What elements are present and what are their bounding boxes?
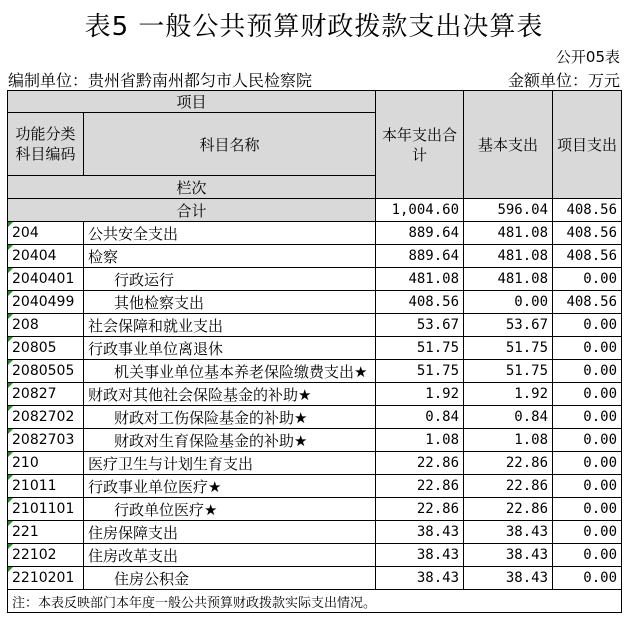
row-total: 0.84	[376, 406, 464, 429]
row-name: 住房公积金	[84, 567, 376, 590]
row-project: 0.00	[553, 429, 622, 452]
table-row	[8, 498, 622, 521]
row-code: 22102	[8, 544, 84, 567]
row-project: 0.00	[553, 521, 622, 544]
header-basic-col: 基本支出	[464, 91, 553, 199]
row-name: 医疗卫生与计划生育支出	[84, 452, 376, 475]
table-row	[8, 222, 622, 245]
row-project: 0.00	[553, 268, 622, 291]
row-basic: 1.92	[464, 383, 553, 406]
table-row	[8, 521, 622, 544]
row-code: 21011	[8, 475, 84, 498]
row-basic: 38.43	[464, 544, 553, 567]
table-row	[8, 268, 622, 291]
row-name: 住房改革支出	[84, 544, 376, 567]
table-row	[8, 429, 622, 452]
header-total-col: 本年支出合计	[376, 91, 464, 199]
row-project: 0.00	[553, 337, 622, 360]
row-total: 481.08	[376, 268, 464, 291]
row-total: 51.75	[376, 360, 464, 383]
row-code: 20805	[8, 337, 84, 360]
row-code: 2082703	[8, 429, 84, 452]
row-total: 889.64	[376, 245, 464, 268]
header-row-item	[8, 91, 622, 113]
row-basic: 38.43	[464, 567, 553, 590]
row-basic: 22.86	[464, 475, 553, 498]
total-project: 408.56	[553, 199, 622, 222]
row-total: 38.43	[376, 521, 464, 544]
total-row	[8, 199, 622, 222]
note-row	[8, 590, 622, 613]
row-name: 财政对工伤保险基金的补助★	[84, 406, 376, 429]
row-name: 检察	[84, 245, 376, 268]
row-basic: 38.43	[464, 521, 553, 544]
row-total: 408.56	[376, 291, 464, 314]
total-basic: 596.04	[464, 199, 553, 222]
row-basic: 53.67	[464, 314, 553, 337]
row-code: 2101101	[8, 498, 84, 521]
row-code: 210	[8, 452, 84, 475]
table-row	[8, 291, 622, 314]
row-name: 机关事业单位基本养老保险缴费支出★	[84, 360, 376, 383]
row-name: 社会保障和就业支出	[84, 314, 376, 337]
seq-label: 栏次	[8, 176, 376, 199]
table-row	[8, 567, 622, 590]
table-row	[8, 337, 622, 360]
table-row	[8, 452, 622, 475]
header-item: 项目	[8, 91, 376, 113]
row-project: 0.00	[553, 567, 622, 590]
row-project: 0.00	[553, 406, 622, 429]
row-basic: 51.75	[464, 337, 553, 360]
row-name: 公共安全支出	[84, 222, 376, 245]
row-project: 408.56	[553, 291, 622, 314]
table-row	[8, 245, 622, 268]
row-total: 22.86	[376, 475, 464, 498]
row-project: 0.00	[553, 544, 622, 567]
row-code: 2082702	[8, 406, 84, 429]
row-total: 22.86	[376, 498, 464, 521]
row-total: 38.43	[376, 544, 464, 567]
row-name: 行政单位医疗★	[84, 498, 376, 521]
row-basic: 22.86	[464, 452, 553, 475]
row-basic: 481.08	[464, 268, 553, 291]
row-name: 其他检察支出	[84, 291, 376, 314]
row-total: 51.75	[376, 337, 464, 360]
table-row	[8, 544, 622, 567]
row-basic: 1.08	[464, 429, 553, 452]
row-project: 408.56	[553, 245, 622, 268]
row-project: 0.00	[553, 360, 622, 383]
amount-unit-label: 金额单位：万元	[507, 71, 620, 90]
row-project: 0.00	[553, 383, 622, 406]
row-project: 408.56	[553, 222, 622, 245]
header-name-col: 科目名称	[84, 113, 376, 176]
table-row	[8, 406, 622, 429]
row-total: 889.64	[376, 222, 464, 245]
row-basic: 481.08	[464, 222, 553, 245]
table-note: 注：本表反映部门本年度一般公共预算财政拨款实际支出情况。	[8, 590, 622, 613]
row-code: 2210201	[8, 567, 84, 590]
row-code: 2040401	[8, 268, 84, 291]
row-name: 行政事业单位医疗★	[84, 475, 376, 498]
table-row	[8, 314, 622, 337]
table-row	[8, 383, 622, 406]
form-number: 公开05表	[555, 48, 620, 66]
report-title: 表5 一般公共预算财政拨款支出决算表	[84, 12, 544, 42]
row-total: 22.86	[376, 452, 464, 475]
row-basic: 0.84	[464, 406, 553, 429]
row-total: 53.67	[376, 314, 464, 337]
row-basic: 51.75	[464, 360, 553, 383]
expenditure-table	[7, 90, 622, 613]
row-code: 221	[8, 521, 84, 544]
row-code: 2040499	[8, 291, 84, 314]
row-name: 住房保障支出	[84, 521, 376, 544]
row-code: 204	[8, 222, 84, 245]
row-total: 1.92	[376, 383, 464, 406]
row-basic: 0.00	[464, 291, 553, 314]
row-code: 20827	[8, 383, 84, 406]
total-total: 1,004.60	[376, 199, 464, 222]
table-row	[8, 360, 622, 383]
header-code-col: 功能分类科目编码	[8, 113, 84, 176]
row-name: 行政运行	[84, 268, 376, 291]
organization-label: 编制单位：贵州省黔南州都匀市人民检察院	[8, 71, 313, 90]
row-code: 20404	[8, 245, 84, 268]
row-name: 行政事业单位离退休	[84, 337, 376, 360]
row-total: 1.08	[376, 429, 464, 452]
row-project: 0.00	[553, 314, 622, 337]
total-label: 合计	[8, 199, 376, 222]
row-basic: 481.08	[464, 245, 553, 268]
table-row	[8, 475, 622, 498]
row-total: 38.43	[376, 567, 464, 590]
row-project: 0.00	[553, 452, 622, 475]
row-project: 0.00	[553, 498, 622, 521]
row-code: 208	[8, 314, 84, 337]
row-name: 财政对其他社会保险基金的补助★	[84, 383, 376, 406]
row-project: 0.00	[553, 475, 622, 498]
row-code: 2080505	[8, 360, 84, 383]
header-project-col: 项目支出	[553, 91, 622, 199]
row-basic: 22.86	[464, 498, 553, 521]
row-name: 财政对生育保险基金的补助★	[84, 429, 376, 452]
